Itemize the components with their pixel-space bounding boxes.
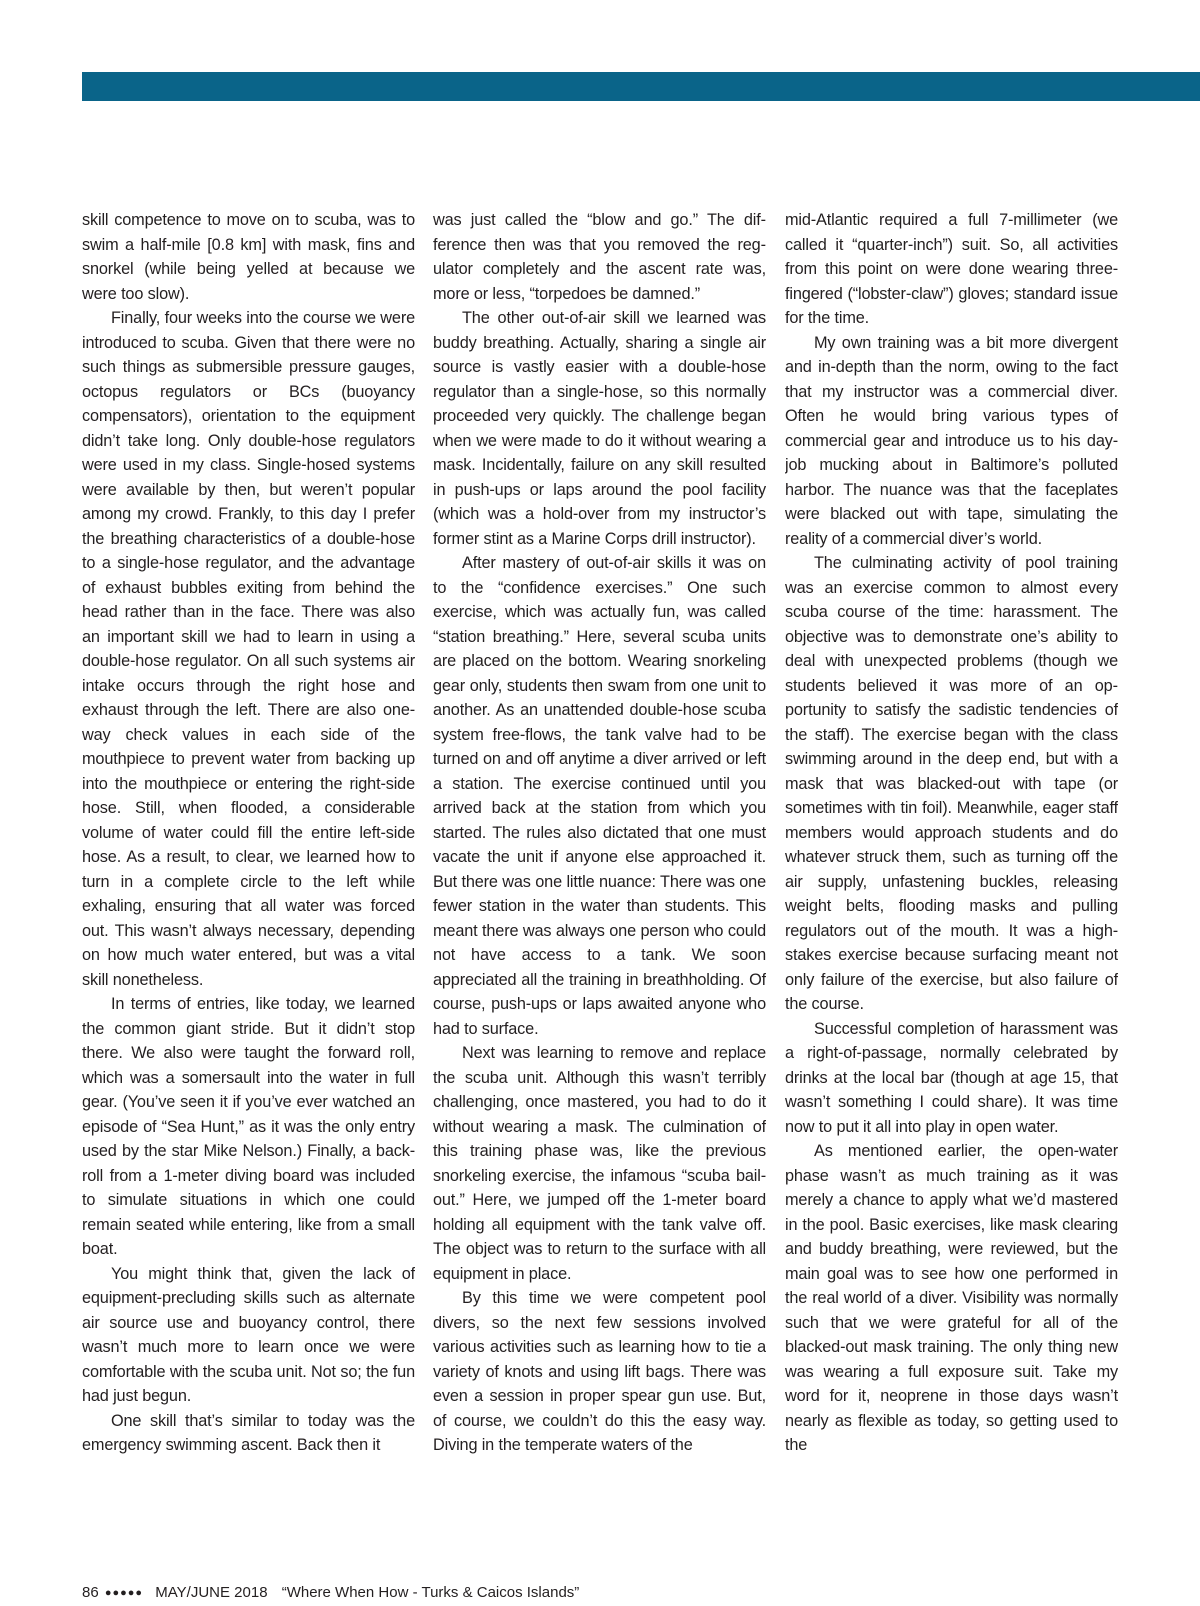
paragraph: Successful completion of harassment was a right-of-passage, normally celebrated by drinks at the local bar (though at age 15, that wasn’t something I could share). It was time now to put it all into play in open water.: [785, 1019, 1118, 1136]
paragraph: The culminating activity of pool training was an exercise common to almost every scuba course of the time: harassment. The objective was to demonstrate one’s ability to deal with unexpected problems (though we students believed it was more of an opportunity to satisfy the sadistic tendencies of the staff). The exercise began with the class swimming around in the deep end, but with a mask that was blacked-out with tape (or sometimes with tin foil). Meanwhile, eager staff members would approach students and do whatever struck them, such as turning off the air supply, unfastening buckles, releasing weight belts, flooding masks and pulling regulators out of the mouth. It was a high-stakes exercise because surfacing meant not only failure of the exercise, but also failure of the course.: [785, 554, 1118, 1013]
header-color-bar: [82, 72, 1200, 101]
paragraph: After mastery of out-of-air skills it was on to the “confidence exercises.” One such exercise, which was actually fun, was called “station breathing.” Here, several scuba units are placed on the bottom. Wearing snorkeling gear only, students then swam from one unit to another. As an unattended double-hose scuba system free-flows, the tank valve had to be turned on and off anytime a diver arrived or left a station. The exercise continued until you arrived back at the station from which you started. The rules also dictated that one must vacate the unit if anyone else approached it. But there was one little nuance: There was one fewer station in the water than students. This meant there was always one person who could not have access to a tank. We soon appreciated all the training in breathholding. Of course, push-ups or laps awaited anyone who had to surface.: [433, 554, 766, 1038]
paragraph: skill competence to move on to scuba, was to swim a half-mile [0.8 km] with mask, fins and snorkel (while being yelled at because we were too slow).: [82, 211, 415, 303]
paragraph: You might think that, given the lack of equipment-precluding skills such as alternate air source use and buoyancy control, there wasn’t much more to learn once we were comfortable with the scuba unit. Not so; the fun had just begun.: [82, 1264, 415, 1405]
paragraph: As mentioned earlier, the open-water phase wasn’t as much training as it was merely a chance to apply what we’d mastered in the pool. Basic exercises, like mask clearing and buddy breathing, were reviewed, but the main goal was to see how one performed in the real world of a diver. Visibility was normally such that we were grateful for all of the blacked-out mask training. The only thing new was wearing a full exposure suit. Take my word for it, neoprene in those days wasn’t nearly as flexible as today, so getting used to the: [785, 1142, 1118, 1454]
paragraph: By this time we were competent pool divers, so the next few sessions involved various activities such as learning how to tie a variety of knots and using lift bags. There was even a session in proper spear gun use. But, of course, we couldn’t do this the easy way. Diving in the temperate waters of the: [433, 1289, 766, 1454]
article-column-1: [82, 208, 415, 1518]
paragraph: was just called the “blow and go.” The difference then was that you removed the regulator completely and the ascent rate was, more or less, “torpedoes be damned.”: [433, 211, 766, 303]
paragraph: One skill that’s similar to today was the emergency swimming ascent. Back then it: [82, 1411, 415, 1454]
paragraph: Next was learning to remove and replace the scuba unit. Although this wasn’t terribly challenging, once mastered, you had to do it without wearing a mask. The culmination of this training phase was, like the previous snorkeling exercise, the infamous “scuba bail-out.” Here, we jumped off the 1-meter board holding all equipment with the tank valve off. The object was to return to the surface with all equipment in place.: [433, 1044, 766, 1283]
article-column-2: [433, 208, 766, 1518]
paragraph: mid-Atlantic required a full 7-millimeter (we called it “quarter-inch”) suit. So, all activities from this point on were done wearing three-fingered (“lobster-claw”) gloves; standard issue for the time.: [785, 211, 1118, 327]
issue-date: MAY/JUNE 2018: [155, 1584, 268, 1601]
publication-name: “Where When How - Turks & Caicos Islands”: [281, 1584, 580, 1601]
paragraph: Finally, four weeks into the course we were introduced to scuba. Given that there were no such things as submersible pressure gauges, octopus regulators or BCs (buoyancy compensators), orientation to the equipment didn’t take long. Only double-hose regulators were used in my class. Single-hosed systems were available by then, but weren’t popular among my crowd. Frankly, to this day I prefer the breathing characteristics of a double-hose to a single-hose regulator, and the advantage of exhaust bubbles exiting from behind the head rather than in the face. There was also an important skill we had to learn in using a double-hose regulator. On all such systems air intake occurs through the right hose and exhaust through the left. There are also one-way check values in each side of the mouthpiece to prevent water from backing up into the mouthpiece or entering the right-side hose. Still, when flooded, a considerable volume of water could fill the entire left-side hose. As a result, to clear, we learned how to turn in a complete circle to the left while exhaling, ensuring that all water was forced out. This wasn’t always necessary, depending on how much water entered, but was a vital skill nonetheless.: [82, 309, 415, 989]
paragraph: My own training was a bit more divergent and in-depth than the norm, owing to the fact that my instructor was a commercial diver. Often he would bring various types of commercial gear and introduce us to his day-job mucking about in Baltimore’s polluted harbor. The nuance was that the faceplates were blacked out with tape, simulating the reality of a commercial diver’s world.: [785, 333, 1118, 548]
page-number: 86: [82, 1584, 99, 1601]
paragraph: In terms of entries, like today, we learned the common giant stride. But it didn’t stop there. We also were taught the forward roll, which was a somersault into the water in full gear. (You’ve seen it if you’ve ever watched an episode of “Sea Hunt,” as it was the only entry used by the star Mike Nelson.) Finally, a back-roll from a 1-meter diving board was included to simulate situations in which one could remain seated while entering, like from a small boat.: [82, 995, 415, 1258]
article-column-3: [785, 208, 1118, 1518]
paragraph: The other out-of-air skill we learned was buddy breathing. Actually, sharing a single air source is vastly easier with a double-hose regulator than a single-hose, so this normally proceeded very quickly. The challenge began when we were made to do it without wearing a mask. Incidentally, failure on any skill resulted in push-ups or laps around the pool facility (which was a hold-over from my instructor’s former stint as a Marine Corps drill instructor).: [433, 309, 766, 548]
footer-dots: ●●●●●: [104, 1587, 144, 1599]
article-body: [82, 208, 1118, 1518]
page-footer: [82, 1583, 579, 1603]
